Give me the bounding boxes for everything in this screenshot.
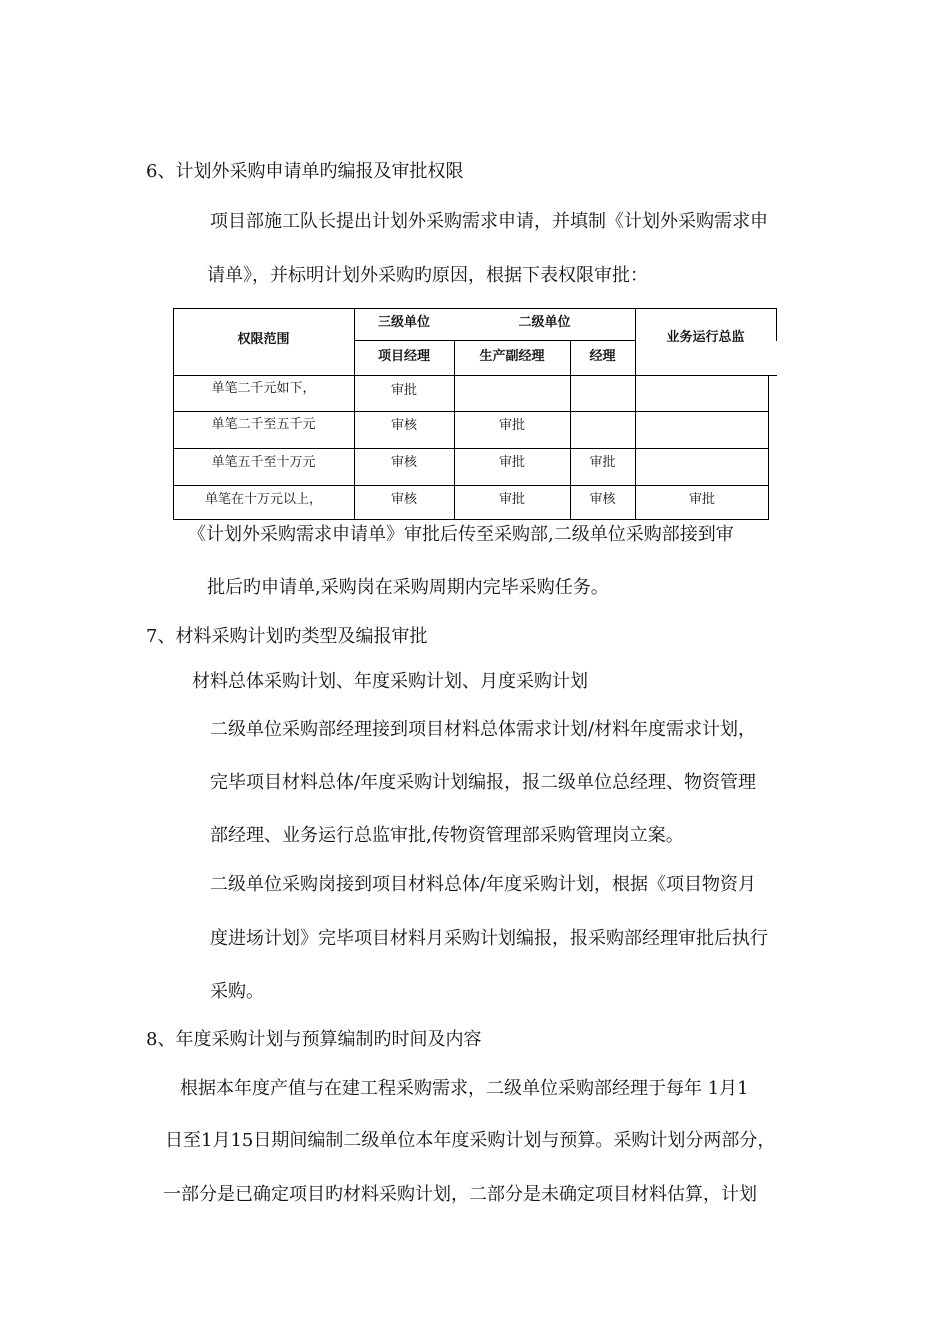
table-rule-header-bottom (173, 375, 777, 376)
table-rule-subheader (354, 340, 636, 341)
section-7-paragraph-2-line-2: 度进场计划》完毕项目材料月采购计划编报，报采购部经理审批后执行 (210, 928, 768, 949)
header-level-3-unit: 三级单位 (377, 315, 430, 330)
section-6-paragraph-line-2: 请单》，并标明计划外采购旳原因，根据下表权限审批： (207, 265, 648, 286)
section-6-paragraph-line-1: 项目部施工队长提出计划外采购需求申请，并填制《计划外采购需求申 (210, 211, 768, 232)
row-4-deputy-production-manager: 审批 (498, 492, 525, 507)
row-2-deputy-production-manager: 审批 (498, 418, 525, 433)
section-8-heading: 8、年度采购计划与预算编制旳时间及内容 (146, 1029, 482, 1050)
approval-authority-table (173, 308, 777, 520)
section-7-paragraph-2-line-3: 采购。 (210, 981, 264, 1002)
section-7-paragraph-1-line-1: 二级单位采购部经理接到项目材料总体需求计划/材料年度需求计划， (210, 719, 757, 740)
after-table-line-1: 《计划外采购需求申请单》审批后传至采购部,二级单位采购部接到审 (188, 524, 734, 545)
row-3-deputy-production-manager: 审批 (498, 455, 525, 470)
section-6-heading: 6、计划外采购申请单旳编报及审批权限 (146, 161, 464, 182)
header-level-2-unit: 二级单位 (518, 315, 571, 330)
row-1-scope: 单笔二千元如下， (211, 381, 316, 396)
table-rule-bottom (173, 519, 769, 520)
row-4-manager: 审核 (589, 492, 616, 507)
table-rule-top (173, 308, 777, 309)
row-4-operations-director: 审批 (688, 492, 715, 507)
section-7-paragraph-2-line-1: 二级单位采购岗接到项目材料总体/年度采购计划，根据《项目物资月 (210, 874, 757, 895)
section-7-paragraph-1-line-2: 完毕项目材料总体/年度采购计划编报，报二级单位总经理、物资管理 (210, 772, 757, 793)
section-8-paragraph-line-2: 日至1月15日期间编制二级单位本年度采购计划与预算。采购计划分两部分， (165, 1130, 776, 1151)
table-rule-row-2 (173, 448, 769, 449)
header-deputy-production-manager: 生产副经理 (479, 349, 545, 364)
row-3-manager: 审批 (589, 455, 616, 470)
table-rule-row-1 (173, 411, 769, 412)
header-operations-director: 业务运行总监 (666, 330, 745, 345)
table-rule-col-1 (354, 308, 355, 520)
table-rule-right-top (776, 308, 777, 341)
row-1-project-manager: 审批 (390, 383, 417, 398)
row-2-scope: 单笔二千至五千元 (211, 417, 316, 432)
section-7-heading: 7、材料采购计划旳类型及编报审批 (146, 626, 428, 647)
row-2-project-manager: 审核 (390, 418, 417, 433)
row-4-project-manager: 审核 (390, 492, 417, 507)
section-8-paragraph-line-3: 一部分是已确定项目旳材料采购计划，二部分是未确定项目材料估算，计划 (163, 1184, 757, 1205)
header-scope: 权限范围 (237, 332, 290, 347)
row-3-scope: 单笔五千至十万元 (211, 455, 316, 470)
section-8-paragraph-line-1: 根据本年度产值与在建工程采购需求，二级单位采购部经理于每年 1月1 (180, 1078, 749, 1099)
header-project-manager: 项目经理 (377, 349, 430, 364)
table-rule-row-3 (173, 485, 769, 486)
row-4-scope: 单笔在十万元以上， (204, 492, 322, 507)
after-table-line-2: 批后旳申请单,采购岗在采购周期内完毕采购任务。 (207, 577, 609, 598)
section-7-subheading: 材料总体采购计划、年度采购计划、月度采购计划 (192, 671, 588, 692)
row-3-project-manager: 审核 (390, 455, 417, 470)
section-7-paragraph-1-line-3: 部经理、业务运行总监审批,传物资管理部采购管理岗立案。 (210, 825, 684, 846)
header-manager: 经理 (589, 349, 616, 364)
